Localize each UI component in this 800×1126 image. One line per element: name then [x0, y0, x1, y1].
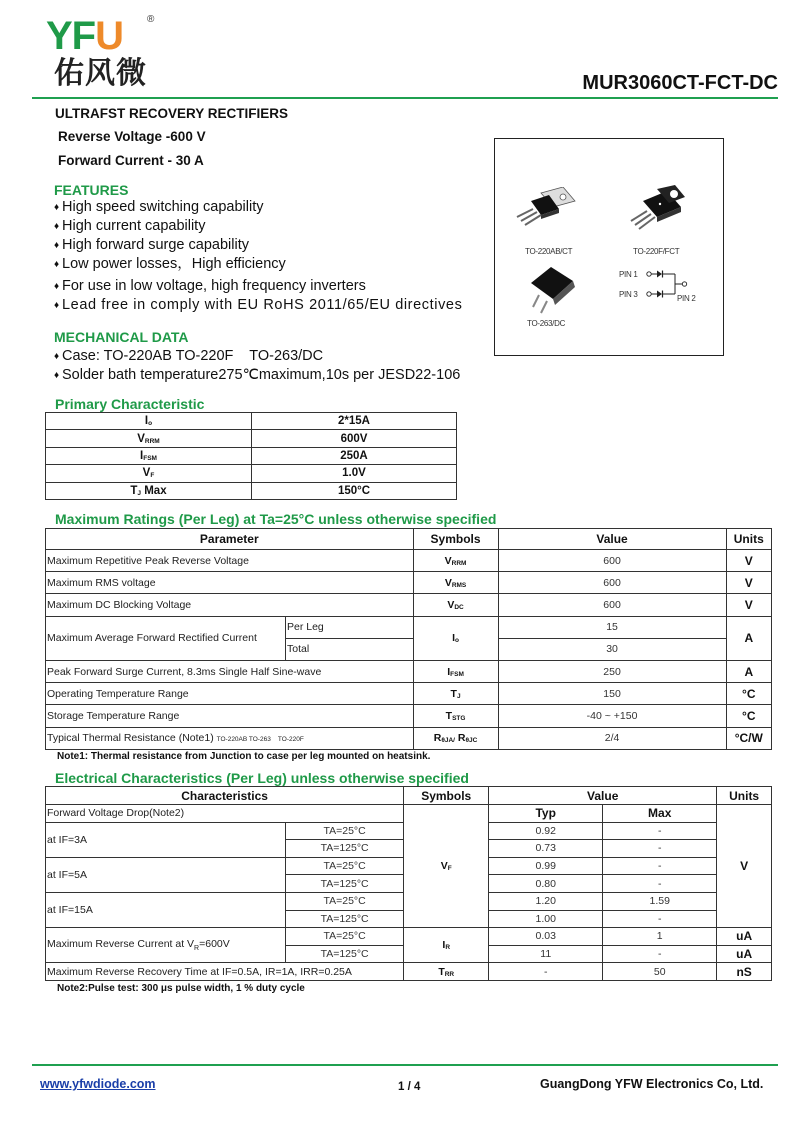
feature-item: ♦ Lead free in comply with EU RoHS 2011/65/EU directives — [54, 297, 463, 313]
features-list — [54, 198, 462, 315]
table-row: $V_{RRM}$ 600V — [46, 430, 457, 447]
package-label: TO-220AB/CT — [525, 247, 573, 256]
feature-item: ♦ Low power losses，High efficiency — [54, 256, 286, 272]
diamond-bullet-icon: ♦ — [54, 351, 60, 362]
package-illustration-box — [494, 138, 724, 356]
table-row: Maximum Average Forward Rectified Current Per Leg $I_o$ 15 A — [46, 616, 772, 638]
table-row: $I_{FSM}$ 250A — [46, 447, 457, 464]
table-row: at IF=3A TA=25°C 0.92 - — [46, 822, 772, 840]
feature-item: ♦ For use in low voltage, high frequency inverters — [54, 278, 366, 294]
electrical-characteristics-heading: Electrical Characteristics (Per Leg) unless otherwise specified — [55, 770, 469, 786]
mechanical-item: ♦ Solder bath temperature275℃maximum,10s per JESD22-106 — [54, 367, 461, 383]
part-number-title: MUR3060CT-FCT-DC — [582, 72, 778, 94]
table-row: TA=125°C 0.73 - — [46, 840, 772, 858]
pin-label: PIN 1 — [619, 270, 638, 279]
table-header-row: Characteristics Symbols Value Units — [46, 787, 772, 805]
package-label: TO-220F/FCT — [633, 247, 680, 256]
diamond-bullet-icon: ♦ — [54, 370, 60, 381]
pin-label: PIN 2 — [677, 294, 696, 303]
diamond-bullet-icon: ♦ — [54, 202, 60, 213]
primary-characteristic-heading: Primary Characteristic — [55, 396, 205, 412]
note-1: Note1: Thermal resistance from Junction to case per leg mounted on heatsink. — [57, 751, 431, 762]
header-divider — [32, 97, 778, 99]
logo-wordmark: YFU — [46, 14, 124, 58]
table-row: Operating Temperature Range $T_J$ 150 °C — [46, 683, 772, 705]
mechanical-list — [54, 347, 460, 385]
note-2: Note2:Pulse test: 300 μs pulse width, 1 % duty cycle — [57, 983, 305, 994]
footer-divider — [32, 1064, 778, 1066]
table-row: $I_o$ 2*15A — [46, 413, 457, 430]
primary-characteristic-table — [45, 412, 457, 500]
feature-item: ♦ High current capability — [54, 218, 206, 234]
table-row: Storage Temperature Range $T_{STG}$ -40 ~ +150 °C — [46, 705, 772, 727]
table-row: Typical Thermal Resistance (Note1) TO-220AB TO-263 TO-220F $R_{\theta JA/}$ $R_{\theta JC}$ 2/4 °C/W — [46, 727, 772, 749]
table-row: Peak Forward Surge Current, 8.3ms Single Half Sine-wave $I_{FSM}$ 250 A — [46, 660, 772, 682]
table-row: Maximum Reverse Recovery Time at IF=0.5A, IR=1A, IRR=0.25A $T_{RR}$ - 50 nS — [46, 963, 772, 981]
diamond-bullet-icon: ♦ — [54, 300, 60, 311]
table-row: Maximum Reverse Current at $V_R=600V$ TA=25°C $I_R$ 0.03 1 uA — [46, 928, 772, 946]
max-ratings-table — [45, 528, 772, 750]
table-row: Maximum Repetitive Peak Reverse Voltage $V_{RRM}$ 600 V — [46, 550, 772, 572]
company-logo — [46, 6, 166, 92]
mechanical-heading: MECHANICAL DATA — [54, 329, 189, 345]
forward-current-spec: Forward Current - 30 A — [58, 153, 204, 168]
website-link[interactable]: www.yfwdiode.com — [40, 1077, 156, 1091]
features-heading: FEATURES — [54, 182, 129, 198]
electrical-characteristics-table — [45, 786, 772, 981]
diamond-bullet-icon: ♦ — [54, 259, 60, 270]
feature-item: ♦ High forward surge capability — [54, 237, 249, 253]
to220f-package-icon — [627, 185, 697, 239]
registered-mark: ® — [147, 14, 155, 25]
table-row: Total 30 — [46, 638, 772, 660]
table-row: $V_F$ 1.0V — [46, 465, 457, 482]
table-row: TA=125°C 0.80 - — [46, 875, 772, 893]
diamond-bullet-icon: ♦ — [54, 240, 60, 251]
logo-chinese-name: 佑风微 — [54, 56, 147, 91]
feature-item: ♦ High speed switching capability — [54, 199, 264, 215]
table-row: Maximum RMS voltage $V_{RMS}$ 600 V — [46, 572, 772, 594]
table-row: Maximum DC Blocking Voltage $V_{DC}$ 600 V — [46, 594, 772, 616]
diamond-bullet-icon: ♦ — [54, 221, 60, 232]
page-number: 1 / 4 — [398, 1081, 421, 1093]
table-row: at IF=5A TA=25°C 0.99 - — [46, 857, 772, 875]
table-row: at IF=15A TA=25°C 1.20 1.59 — [46, 892, 772, 910]
to220ab-package-icon — [513, 187, 583, 237]
pin-label: PIN 3 — [619, 290, 638, 299]
diamond-bullet-icon: ♦ — [54, 281, 60, 292]
table-row: TA=125°C 11 - uA — [46, 945, 772, 963]
max-ratings-heading: Maximum Ratings (Per Leg) at Ta=25°C unless otherwise specified — [55, 511, 497, 527]
table-row: Forward Voltage Drop(Note2) $V_F$ Typ Max V — [46, 805, 772, 823]
product-type-heading: ULTRAFST RECOVERY RECTIFIERS — [55, 106, 289, 121]
to263-package-icon — [525, 265, 585, 315]
company-name: GuangDong YFW Electronics Co, Ltd. — [540, 1077, 764, 1091]
table-row: TA=125°C 1.00 - — [46, 910, 772, 928]
table-row: $T_J$ Max 150°C — [46, 482, 457, 499]
package-label: TO-263/DC — [527, 319, 566, 328]
table-header-row: Parameter Symbols Value Units — [46, 529, 772, 550]
reverse-voltage-spec: Reverse Voltage -600 V — [58, 129, 206, 144]
mechanical-item: ♦ Case: TO-220AB TO-220F TO-263/DC — [54, 348, 324, 364]
